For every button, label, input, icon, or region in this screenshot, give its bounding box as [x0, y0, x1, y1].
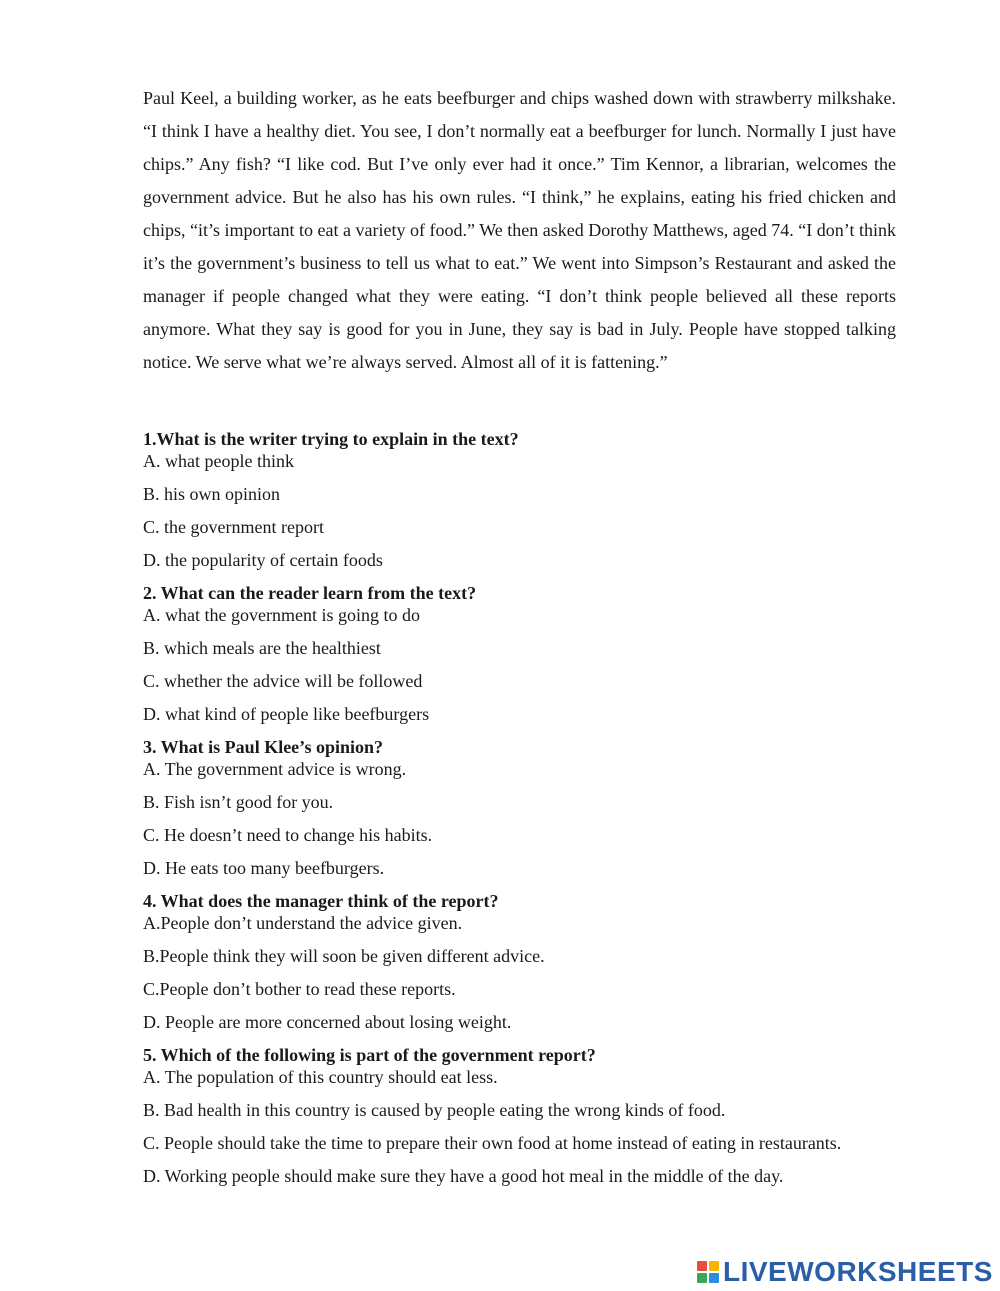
- answer-option-b[interactable]: B. his own opinion: [143, 484, 281, 504]
- question-text: 1.What is the writer trying to explain in the text?: [143, 429, 519, 449]
- question-3: [143, 736, 933, 879]
- question-text: 4. What does the manager think of the report?: [143, 891, 499, 911]
- answer-option-c[interactable]: C.People don’t bother to read these reports.: [143, 979, 456, 999]
- answer-option-c[interactable]: C. People should take the time to prepare their own food at home instead of eating in restaurants.: [143, 1133, 842, 1153]
- logo-block: [709, 1261, 719, 1271]
- question-list: [143, 428, 933, 1198]
- answer-option-a[interactable]: A. what the government is going to do: [143, 605, 420, 625]
- question-4: [143, 890, 933, 1033]
- answer-option-b[interactable]: B.People think they will soon be given different advice.: [143, 946, 545, 966]
- answer-option-b[interactable]: B. Fish isn’t good for you.: [143, 792, 334, 812]
- logo-block: [709, 1273, 719, 1283]
- answer-option-b[interactable]: B. which meals are the healthiest: [143, 638, 381, 658]
- question-1: [143, 428, 933, 571]
- answer-option-d[interactable]: D. Working people should make sure they have a good hot meal in the middle of the day.: [143, 1166, 784, 1186]
- answer-option-c[interactable]: C. whether the advice will be followed: [143, 671, 423, 691]
- answer-option-a[interactable]: A. The population of this country should eat less.: [143, 1067, 498, 1087]
- brand-name: LIVEWORKSHEETS: [723, 1256, 993, 1287]
- reading-passage: Paul Keel, a building worker, as he eats beefburger and chips washed down with strawberry milkshake. “I think I have a healthy diet. You see, I don’t normally eat a beefburger for lunch. Normally I just have chips.” Any fish? “I like cod. But I’ve only ever had it once.” Tim Kennor, a librarian, welcomes the government advice. But he also has his own rules. “I think,” he explains, eating his fried chicken and chips, “it’s important to eat a variety of food.” We then asked Dorothy Matthews, aged 74. “I don’t think it’s the government’s business to tell us what to eat.” We went into Simpson’s Restaurant and asked the manager if people changed what they were eating. “I don’t think people believed all these reports anymore. What they say is good for you in June, they say is bad in July. People have stopped talking notice. We serve what we’re always served. Almost all of it is fattening.”: [143, 88, 896, 372]
- liveworksheets-logo: [697, 1256, 993, 1288]
- logo-block: [697, 1261, 707, 1271]
- answer-option-a[interactable]: A. The government advice is wrong.: [143, 759, 407, 779]
- answer-option-b[interactable]: B. Bad health in this country is caused by people eating the wrong kinds of food.: [143, 1100, 726, 1120]
- question-5: [143, 1044, 933, 1187]
- question-2: [143, 582, 933, 725]
- question-text: 5. Which of the following is part of the government report?: [143, 1045, 596, 1065]
- answer-option-c[interactable]: C. He doesn’t need to change his habits.: [143, 825, 433, 845]
- question-text: 2. What can the reader learn from the text?: [143, 583, 477, 603]
- answer-option-d[interactable]: D. People are more concerned about losing weight.: [143, 1012, 512, 1032]
- answer-option-d[interactable]: D. what kind of people like beefburgers: [143, 704, 430, 724]
- answer-option-a[interactable]: A.People don’t understand the advice given.: [143, 913, 463, 933]
- logo-blocks-icon: [697, 1261, 719, 1283]
- question-text: 3. What is Paul Klee’s opinion?: [143, 737, 384, 757]
- answer-option-c[interactable]: C. the government report: [143, 517, 324, 537]
- answer-option-a[interactable]: A. what people think: [143, 451, 294, 471]
- answer-option-d[interactable]: D. the popularity of certain foods: [143, 550, 383, 570]
- logo-block: [697, 1273, 707, 1283]
- answer-option-d[interactable]: D. He eats too many beefburgers.: [143, 858, 385, 878]
